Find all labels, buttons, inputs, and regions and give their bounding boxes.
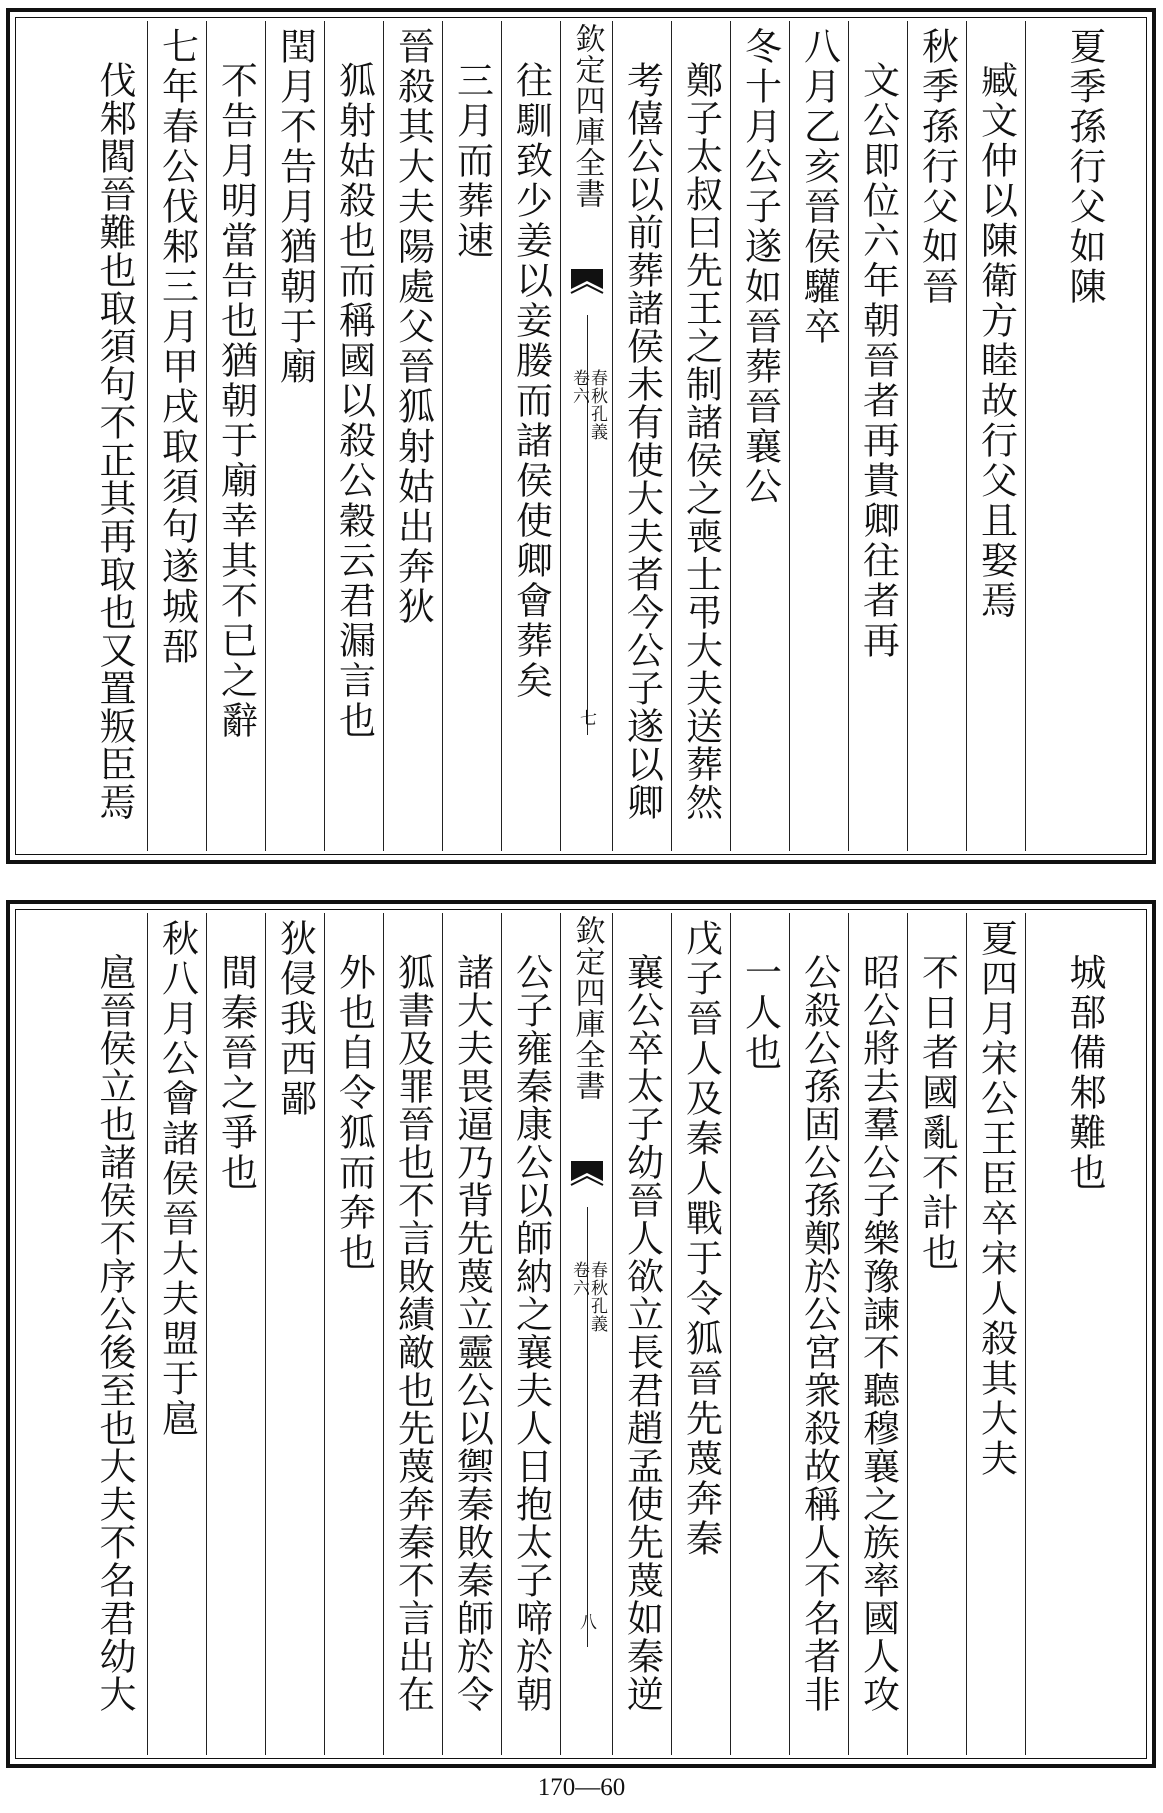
column-text: 秋八月公會諸侯晉大夫盟于扈: [155, 919, 199, 1439]
center-fold-column: [560, 21, 612, 851]
column-text: 七年春公伐邾三月甲戌取須句遂城郚: [155, 27, 199, 667]
column-text: 公殺公孫固公孫鄭於公宮衆殺故稱人不名者非: [797, 953, 841, 1713]
column-text: 考僖公以前葬諸侯未有使大夫者今公子遂以卿: [620, 61, 664, 821]
text-column: [501, 913, 560, 1755]
text-column: [1025, 21, 1143, 851]
text-column: [324, 21, 383, 851]
text-column: [442, 21, 501, 851]
text-column: [147, 913, 206, 1755]
book-name: 春秋孔義: [587, 369, 607, 441]
column-text: 臧文仲以陳衛方睦故行父且娶焉: [974, 61, 1018, 621]
column-text: 伐邾閻晉難也取須句不正其再取也又置叛臣焉: [93, 61, 136, 821]
text-column: [907, 913, 966, 1755]
column-text: 不日者國亂不計也: [915, 953, 959, 1273]
header-title: 欽定四庫全書: [569, 23, 605, 209]
text-column: [730, 21, 789, 851]
fishtail-mark-icon: [570, 1161, 604, 1205]
text-column: [206, 21, 265, 851]
column-text: 狄侵我西鄙: [273, 919, 317, 1119]
text-column: [82, 21, 147, 851]
folio-number: 170—60: [537, 1774, 626, 1801]
page-top: [6, 8, 1156, 864]
column-text: 公子雍秦康公以師納之襄夫人日抱太子啼於朝: [509, 953, 553, 1713]
column-text: 諸大夫畏逼乃背先蔑立靈公以禦秦敗秦師於令: [450, 953, 494, 1713]
text-column: [671, 913, 730, 1755]
text-column: [442, 913, 501, 1755]
text-column: [265, 913, 324, 1755]
column-text: 昭公將去羣公子樂豫諫不聽穆襄之族率國人攻: [856, 953, 900, 1713]
column-text: 扈晉侯立也諸侯不序公後至也大夫不名君幼大: [93, 953, 136, 1713]
text-column: [907, 21, 966, 851]
text-column: [789, 913, 848, 1755]
leaf-number: 七: [576, 709, 596, 726]
column-text: 狐書及罪晉也不言敗績敵也先蔑奔秦不言出在: [391, 953, 435, 1713]
text-column: [848, 913, 907, 1755]
column-text: 晉殺其大夫陽處父晉狐射姑出奔狄: [391, 27, 435, 627]
text-column: [966, 21, 1025, 851]
text-column: [730, 913, 789, 1755]
text-column: [383, 913, 442, 1755]
column-text: 冬十月公子遂如晉葬晉襄公: [738, 27, 782, 507]
text-column: [966, 913, 1025, 1755]
text-column: [501, 21, 560, 851]
column-text: 閏月不告月猶朝于廟: [273, 27, 317, 387]
text-column: [147, 21, 206, 851]
text-column: [383, 21, 442, 851]
text-column: [612, 913, 671, 1755]
column-text: 鄭子太叔曰先王之制諸侯之喪士弔大夫送葬然: [679, 61, 723, 821]
column-text: 襄公卒太子幼晉人欲立長君趙孟使先蔑如秦逆: [620, 953, 664, 1713]
text-column: [848, 21, 907, 851]
column-text: 間秦晉之爭也: [214, 953, 258, 1193]
header-title: 欽定四庫全書: [569, 915, 605, 1101]
column-text: 戊子晉人及秦人戰于令狐晉先蔑奔秦: [679, 919, 723, 1559]
column-text: 狐射姑殺也而稱國以殺公穀云君漏言也: [332, 61, 376, 741]
volume-label: 卷六: [569, 1261, 589, 1297]
column-text: 夏四月宋公王臣卒宋人殺其大夫: [974, 919, 1018, 1479]
fishtail-mark-icon: [570, 269, 604, 313]
column-text: 三月而葬速: [450, 61, 494, 261]
column-text: 外也自令狐而奔也: [332, 953, 376, 1273]
column-text: 一人也: [738, 953, 782, 1073]
center-fold-column: [560, 913, 612, 1755]
text-column: [671, 21, 730, 851]
text-column: [324, 913, 383, 1755]
column-text: 夏季孫行父如陳: [1063, 27, 1106, 307]
book-name: 春秋孔義: [587, 1261, 607, 1333]
column-text: 文公即位六年朝晉者再貴卿往者再: [856, 61, 900, 661]
text-column: [206, 913, 265, 1755]
text-column: [265, 21, 324, 851]
column-text: 不告月明當告也猶朝于廟幸其不已之辭: [214, 61, 258, 741]
text-column: [612, 21, 671, 851]
text-column: [1025, 913, 1143, 1755]
column-text: 秋季孫行父如晉: [915, 27, 959, 307]
text-column: [82, 913, 147, 1755]
column-text: 往馴致少姜以妾媵而諸侯使卿會葬矣: [509, 61, 553, 701]
leaf-number: 八: [576, 1613, 596, 1630]
page-bottom: [6, 900, 1156, 1768]
column-text: 八月乙亥晉侯驩卒: [797, 27, 841, 347]
volume-label: 卷六: [569, 369, 589, 405]
column-text: 城郚備邾難也: [1063, 953, 1106, 1193]
text-column: [789, 21, 848, 851]
